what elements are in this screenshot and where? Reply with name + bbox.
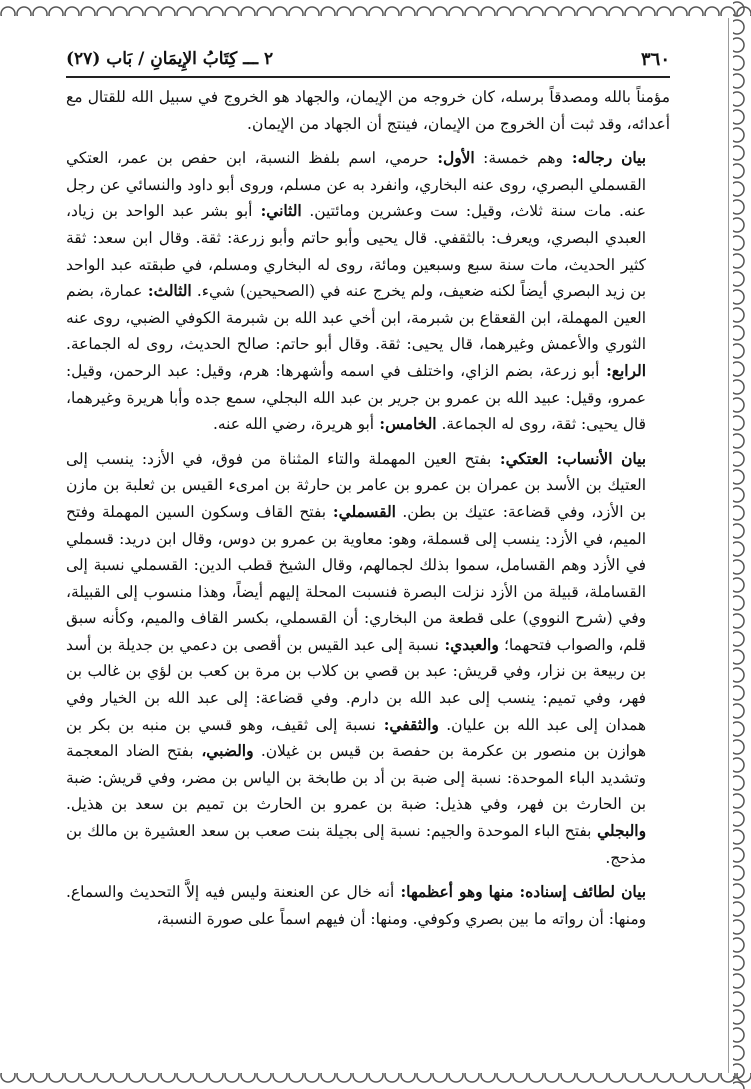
- paragraph: [66, 879, 670, 932]
- body-text: أبو بشر عبد الواحد بن زياد، العبدي البصري، ويعرف: بالثقفي. قال يحيى وأبو حاتم وأبو زرعة: ثقة. وقال ابن سعد: ثقة كثير الحديث، مات سنة سبع وسبعين ومائة، روى له البخاري ومسلم، في طبقته عبد الواحد بن زيد البصري أيضاً لكنه ضعيف، ولم يخرج عنه في (الصحيحين) شيء.: [66, 202, 647, 301]
- body-text: بفتح الباء الموحدة والجيم: نسبة إلى بجيلة بنت صعب بن سعد العشيرة بن مالك بن مذحج.: [66, 822, 646, 867]
- paragraph: [66, 84, 670, 137]
- body-text: مؤمناً بالله ومصدقاً برسله، كان خروجه من الإيمان، والجهاد هو الخروج في سبيل الله للقتال مع أعدائه، وقد ثبت أن الخروج من الإيمان، فينتج أن الجهاد من الإيمان.: [66, 88, 670, 133]
- body-text: بفتح الضاد المعجمة وتشديد الباء الموحدة: نسبة إلى ضبة بن أد بن طابخة بن الياس بن مضر، وفي قريش: ضبة بن الحارث بن فهر، وفي هذيل: ضبة بن عمرو بن الحارث بن تميم بن سعد بن هذيل.: [66, 742, 646, 814]
- decorative-border-top: [0, 0, 751, 16]
- bold-heading-text: والضبي،: [193, 742, 254, 761]
- bold-heading-text: الخامس:: [374, 415, 437, 434]
- body-text: بفتح العين المهملة والتاء المثناة من فوق، في الأزد: ينسب إلى العتيك بن الأسد بن عمران بن عمرو بن عامر بن حارثة بن امرىء القيس بن ثعلبة بن مازن بن الأزد، وفي قضاعة: عتيك بن بطن.: [66, 449, 646, 521]
- body-text: بفتح القاف وسكون السين المهملة وفتح الميم، في الأزد: ينسب إلى قسملة، وهو: معاوية بن عمرو بن دوس، وقال ابن دريد: قسملي في الأزد وهم القسامل، سموا بذلك لجمالهم، وقال الشيخ قطب الدين: القسملي نسبة إلى القساملة، قبيلة من الأزد نزلت البصرة فنسبت المحلة إليهم أيضاً، وهذا منسوب إلى القبيلة، وفي (شرح النووي) على قطعة من البخاري: أن القسملي، بكسر القاف والميم، وكأنه سبق قلم، والصواب فتحهما؛: [66, 502, 646, 654]
- decorative-border-bottom: [0, 1073, 751, 1089]
- page-number: ٣٦٠: [640, 48, 670, 70]
- body-text: أبو زرعة، بضم الزاي، واختلف في اسمه وأشهرها: هرم، وقيل: عبد الرحمن، وقيل: عمرو، وقيل: عبيد الله بن عمرو بن جرير بن عبد الله البجلي، سمع جده وأبا هريرة وغيرهما، قال يحيى: ثقة، روى له الجماعة.: [66, 361, 646, 434]
- paragraph: [66, 145, 670, 438]
- bold-heading-text: بيان رجاله:: [562, 149, 646, 168]
- body-text: نسبة إلى ثقيف، وهو قسي بن منبه بن بكر بن هوازن بن منصور بن عكرمة بن حفصة بن قيس بن غيلان.: [66, 715, 646, 761]
- body-text: أنه خال عن العنعنة وليس فيه إلاَّ التحديث والسماع. ومنها: أن رواته ما بين بصري وكوفي. ومنها: أن فيهم اسماً على صورة النسبة،: [66, 883, 646, 928]
- body-text: وهم خمسة:: [474, 149, 563, 168]
- bold-heading-text: بيان الأنساب: العتكي:: [491, 449, 646, 468]
- bold-heading-text: الثاني:: [252, 202, 302, 221]
- page-header: [66, 42, 670, 78]
- bold-heading-text: القسملي:: [326, 502, 396, 521]
- body-text: حرمي، اسم بلفظ النسبة، ابن حفص بن عمر، العتكي القسملي البصري، روى عنه البخاري، وانفرد به عن مسلم، وروى أبو داود والنسائي عن رجل عنه. مات سنة ثلاث، وقيل: ست وعشرين ومائتين.: [66, 149, 646, 221]
- body-text: أبو هريرة، رضي الله عنه.: [212, 415, 375, 434]
- paragraph: [66, 446, 670, 872]
- frame-line: [728, 18, 729, 1073]
- decorative-border-right: [733, 0, 751, 1089]
- running-title: ٢ ـــ كِتَابُ الإِيمَانِ / بَاب (٢٧): [66, 49, 274, 69]
- bold-heading-text: الأول:: [428, 149, 475, 168]
- bold-heading-text: الثالث:: [142, 282, 192, 301]
- bold-heading-text: والبجلي: [591, 822, 646, 841]
- body-text: نسبة إلى عبد القيس بن أقصى بن دعمي بن جديلة بن أسد بن ربيعة بن نزار، وفي قريش: عبد بن قصي بن كلاب بن مرة بن كعب بن لؤي بن غالب بن فهر، وفي تميم: ينسب إلى عبد الله بن دارم. وفي قضاعة: إلى عبد الله بن الخيار وفي همدان إلى عبد الله بن عليان.: [66, 635, 647, 734]
- bold-heading-text: والعبدي:: [438, 635, 499, 654]
- bold-heading-text: بيان لطائف إسناده: منها وهو أعظمها:: [394, 883, 647, 902]
- page-body: [66, 84, 670, 940]
- body-text: عمارة، بضم العين المهملة، ابن القعقاع بن شبرمة، ابن أخي عبد الله بن شبرمة الكوفي الضبي، روى عنه الثوري والأعمش وغيرهما، قال يحيى: ثقة. وقال أبو حاتم: صالح الحديث، روى له الجماعة.: [66, 282, 646, 354]
- bold-heading-text: والثقفي:: [375, 715, 439, 734]
- bold-heading-text: الرابع:: [599, 361, 647, 380]
